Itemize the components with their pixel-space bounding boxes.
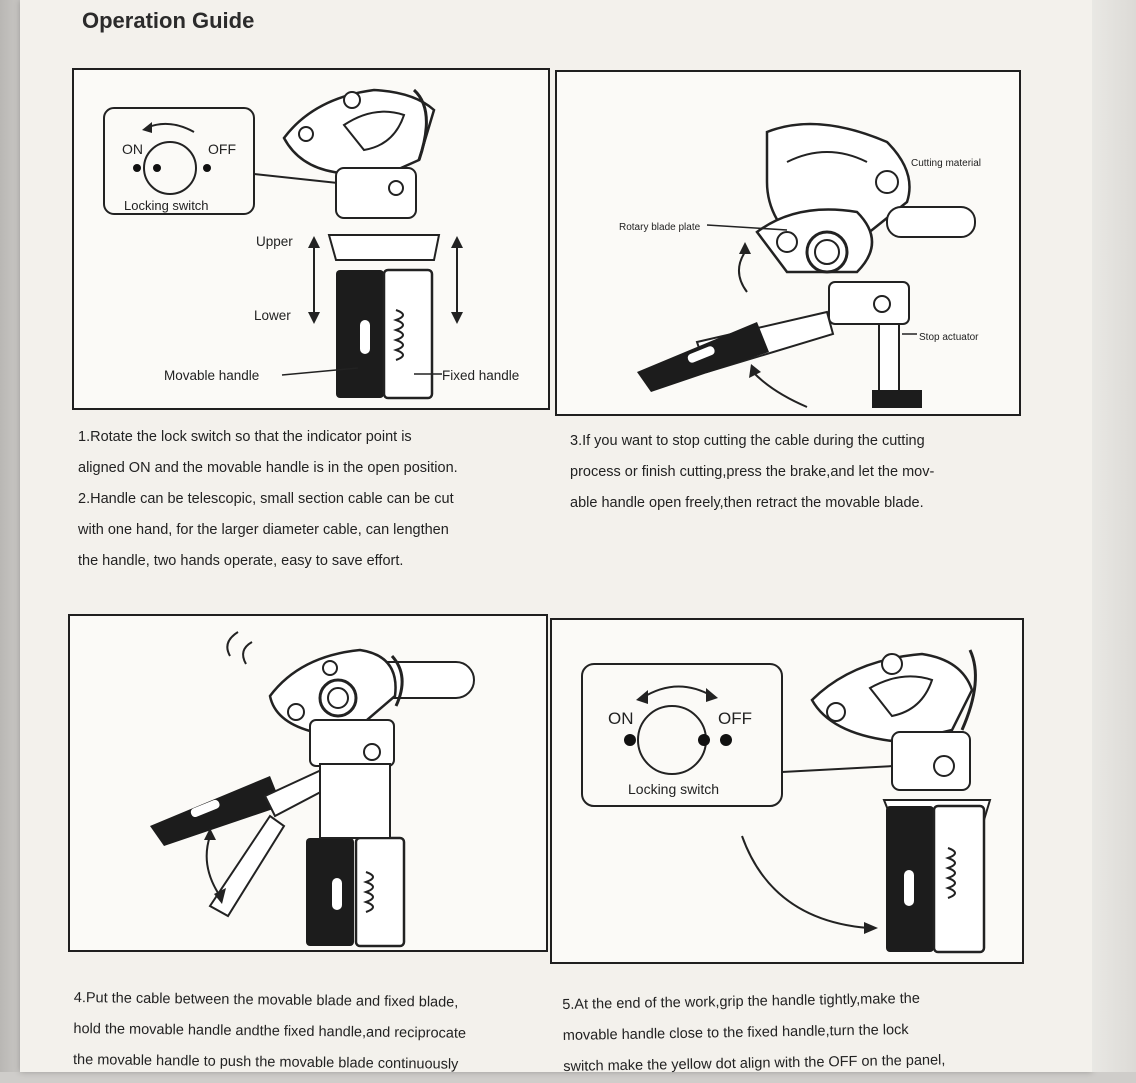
step-text-line: 3.If you want to stop cutting the cable during the cutting	[570, 433, 925, 449]
step-text-line: 2.Handle can be telescopic, small section cable can be cut	[78, 491, 454, 507]
locking-switch-label: Locking switch	[628, 781, 720, 797]
instruction-steps-1-2	[78, 422, 458, 577]
upper-label: Upper	[256, 234, 293, 249]
rotary-blade-plate-label: Rotary blade plate	[619, 222, 701, 233]
illustration-reciprocate-handle	[68, 614, 548, 952]
movable-handle-label: Movable handle	[164, 368, 260, 383]
page-edge-right	[1092, 0, 1136, 1072]
lower-label: Lower	[254, 308, 291, 323]
step-text-line: able handle open freely,then retract the movable blade.	[570, 495, 924, 511]
illustration-locking-switch	[72, 68, 550, 410]
switch-off-label: OFF	[718, 709, 752, 728]
step-text-line: the handle, two hands operate, easy to save effort.	[78, 553, 404, 569]
step-text-line: aligned ON and the movable handle is in the open position.	[78, 460, 458, 476]
step-text-line: 1.Rotate the lock switch so that the indicator point is	[78, 429, 412, 445]
step-text-line: process or finish cutting,press the brake,and let the mov-	[570, 464, 935, 480]
locking-switch-label: Locking switch	[124, 198, 209, 213]
page-title: Operation Guide	[82, 8, 255, 33]
step-text-line: switch make the yellow dot align with the OFF on the panel,	[563, 1052, 946, 1075]
illustration-rotary-blade	[555, 70, 1021, 416]
switch-on-label: ON	[608, 709, 634, 728]
instruction-step-3	[570, 426, 934, 519]
step-text-line: 5.At the end of the work,grip the handle tightly,make the	[562, 990, 920, 1013]
stop-actuator-label: Stop actuator	[919, 332, 979, 343]
switch-on-label: ON	[122, 141, 143, 157]
cutting-material-label: Cutting material	[911, 158, 982, 169]
instruction-step-5	[562, 983, 946, 1083]
illustration-lock-off	[550, 618, 1024, 964]
step-text-line: with one hand, for the larger diameter cable, can lengthen	[78, 522, 449, 538]
step-text-line: the movable handle to push the movable blade continuously	[72, 1051, 459, 1073]
step-text-line: 4.Put the cable between the movable blade and fixed blade,	[73, 989, 459, 1011]
step-text-line: movable handle close to the fixed handle,turn the lock	[562, 1021, 909, 1044]
instruction-step-4	[73, 983, 467, 1081]
switch-off-label: OFF	[208, 141, 236, 157]
fixed-handle-label: Fixed handle	[442, 368, 520, 383]
step-text-line: hold the movable handle andthe fixed handle,and reciprocate	[73, 1020, 467, 1042]
